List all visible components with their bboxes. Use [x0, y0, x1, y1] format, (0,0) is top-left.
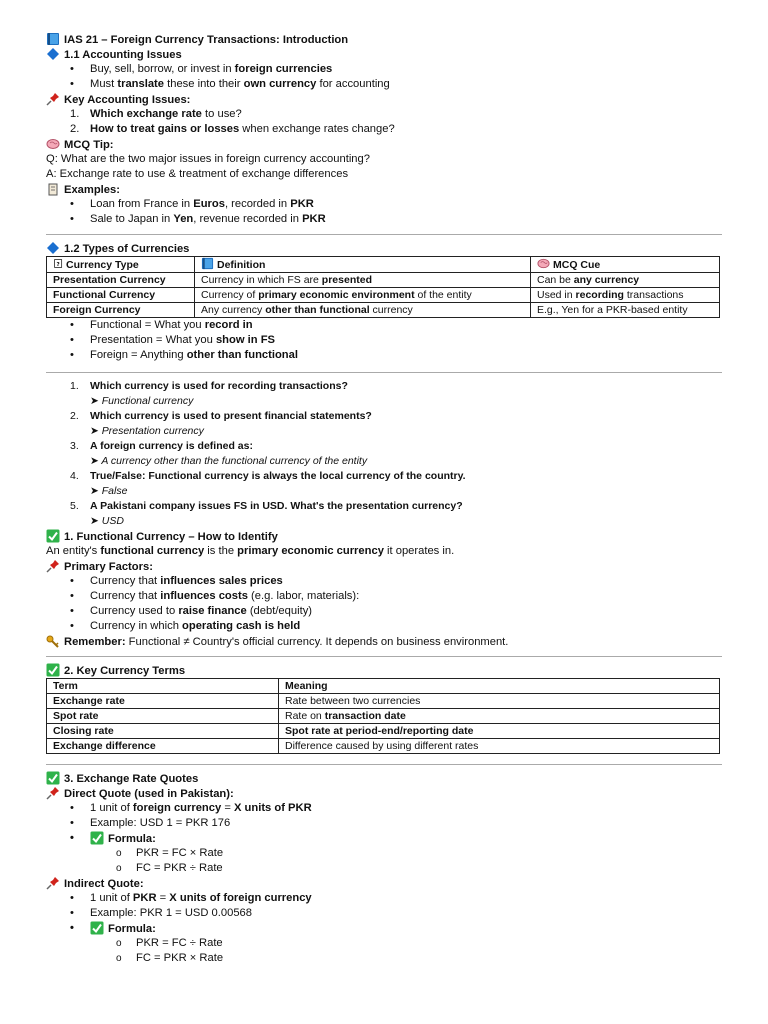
blue-diamond-icon: [46, 47, 60, 61]
mcq-tip-heading: MCQ Tip:: [46, 137, 722, 152]
bullet-item: • Loan from France in Euros, recorded in PKR: [46, 197, 722, 212]
bullet-item: • Currency used to raise finance (debt/equity): [46, 604, 722, 619]
key-issues-heading: Key Accounting Issues:: [46, 92, 722, 107]
indirect-quote-heading: Indirect Quote:: [46, 876, 722, 891]
direct-quote-heading: Direct Quote (used in Pakistan):: [46, 786, 722, 801]
bullet-item: • Example: USD 1 = PKR 176: [46, 816, 722, 831]
table-header: Term: [47, 679, 279, 694]
currency-types-table: [46, 256, 720, 318]
bullet-item: • Currency that influences costs (e.g. labor, materials):: [46, 589, 722, 604]
table-row: Presentation Currency Currency in which FS are presented Can be any currency: [47, 273, 720, 288]
divider: [46, 372, 722, 373]
bullet-item: • Sale to Japan in Yen, revenue recorded in PKR: [46, 212, 722, 227]
formula-item: o FC = PKR × Rate: [46, 951, 722, 966]
brain-icon: [46, 137, 60, 151]
bullet-item: • 1 unit of foreign currency = X units of PKR: [46, 801, 722, 816]
blue-diamond-icon: [46, 241, 60, 255]
pushpin-icon: [46, 92, 60, 106]
check-box-icon: [46, 771, 60, 785]
intro-text: An entity's functional currency is the primary economic currency it operates in.: [46, 545, 455, 557]
numbered-item: 2. How to treat gains or losses when exchange rates change?: [70, 123, 395, 135]
quiz-question: 1. Which currency is used for recording transactions?: [70, 380, 348, 392]
quiz-question: 3. A foreign currency is defined as:: [70, 440, 253, 452]
check-box-icon: [90, 921, 104, 935]
remember-note: Remember: Functional ≠ Country's official currency. It depends on business environment.: [46, 634, 722, 649]
brain-icon: [537, 257, 550, 270]
quiz-answer: ➤ A currency other than the functional currency of the entity: [90, 455, 368, 467]
divider: [46, 764, 722, 765]
check-box-icon: [90, 831, 104, 845]
mcq-answer: A: Exchange rate to use & treatment of exchange differences: [46, 168, 349, 180]
quiz-answer: ➤ USD: [90, 515, 124, 527]
section-heading: 3. Exchange Rate Quotes: [46, 771, 722, 786]
quiz-answer: ➤ Functional currency: [90, 395, 194, 407]
formula-item: o PKR = FC × Rate: [46, 846, 722, 861]
check-box-icon: [46, 529, 60, 543]
quiz-answer: ➤ False: [90, 485, 128, 497]
pushpin-icon: [46, 559, 60, 573]
quiz-question: 2. Which currency is used to present financial statements?: [70, 410, 372, 422]
subsection-heading: 1.1 Accounting Issues: [46, 47, 722, 62]
quiz-question: 5. A Pakistani company issues FS in USD. What's the presentation currency?: [70, 500, 463, 512]
subsection-heading: 1.2 Types of Currencies: [46, 241, 722, 256]
pushpin-icon: [46, 876, 60, 890]
document-page: [46, 32, 722, 966]
table-header: Definition: [195, 257, 531, 273]
quiz-answer: ➤ Presentation currency: [90, 425, 204, 437]
quiz-question: 4. True/False: Functional currency is always the local currency of the country.: [70, 470, 466, 482]
scroll-icon: [46, 182, 60, 196]
pushpin-icon: [46, 786, 60, 800]
numbered-item: 1. Which exchange rate to use?: [70, 108, 242, 120]
table-header: MCQ Cue: [531, 257, 720, 273]
check-box-icon: [46, 663, 60, 677]
mcq-question: Q: What are the two major issues in foreign currency accounting?: [46, 153, 370, 165]
primary-factors-heading: Primary Factors:: [46, 559, 722, 574]
bullet-item: • Example: PKR 1 = USD 0.00568: [46, 906, 722, 921]
formula-heading: • Formula:: [46, 921, 722, 936]
box-icon: [53, 258, 64, 269]
section-heading: 1. Functional Currency – How to Identify: [46, 529, 722, 544]
bullet-item: • Currency that influences sales prices: [46, 574, 722, 589]
book-icon: [46, 32, 60, 46]
bullet-item: • Must translate these into their own currency for accounting: [46, 77, 722, 92]
bullet-item: • Presentation = What you show in FS: [46, 333, 722, 348]
table-row: Exchange rate Rate between two currencies: [47, 694, 720, 709]
doc-title: IAS 21 – Foreign Currency Transactions: Introduction: [46, 32, 722, 47]
section-heading: 2. Key Currency Terms: [46, 663, 722, 678]
divider: [46, 656, 722, 657]
table-row: Closing rate Spot rate at period-end/reporting date: [47, 724, 720, 739]
table-header: Meaning: [279, 679, 720, 694]
divider: [46, 234, 722, 235]
bullet-item: • Buy, sell, borrow, or invest in foreign currencies: [46, 62, 722, 77]
quiz-list: [46, 379, 722, 529]
formula-item: o PKR = FC ÷ Rate: [46, 936, 722, 951]
table-row: Spot rate Rate on transaction date: [47, 709, 720, 724]
table-header: Currency Type: [47, 257, 195, 273]
bullet-item: • Functional = What you record in: [46, 318, 722, 333]
examples-heading: Examples:: [46, 182, 722, 197]
formula-item: o FC = PKR ÷ Rate: [46, 861, 722, 876]
table-row: Functional Currency Currency of primary economic environment of the entity Used in recording transactions: [47, 288, 720, 303]
bullet-item: • Currency in which operating cash is held: [46, 619, 722, 634]
bullet-item: • 1 unit of PKR = X units of foreign currency: [46, 891, 722, 906]
table-row: Exchange difference Difference caused by using different rates: [47, 739, 720, 754]
currency-terms-table: [46, 678, 720, 754]
bullet-item: • Foreign = Anything other than functional: [46, 348, 722, 363]
key-icon: [46, 634, 60, 648]
formula-heading: • Formula:: [46, 831, 722, 846]
table-row: Foreign Currency Any currency other than functional currency E.g., Yen for a PKR-based entity: [47, 303, 720, 318]
book-icon: [201, 257, 214, 270]
